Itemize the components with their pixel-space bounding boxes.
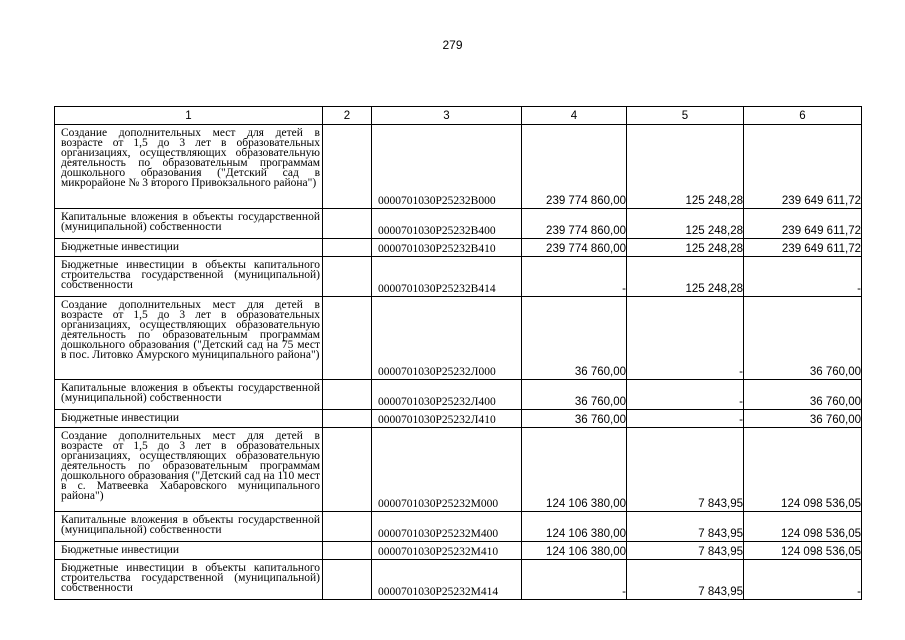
row-value-6: 36 760,00: [744, 380, 862, 410]
row-value-4: 124 106 380,00: [522, 542, 627, 560]
column-header-5: 5: [627, 107, 744, 125]
row-value-5: 7 843,95: [627, 542, 744, 560]
row-value-4: -: [522, 257, 627, 297]
page-number: 279: [442, 38, 463, 52]
row-name: Бюджетные инвестиции: [55, 239, 323, 257]
table-row: [55, 410, 862, 428]
row-col2: [323, 257, 372, 297]
table-row: [55, 297, 862, 380]
row-value-5: 7 843,95: [627, 512, 744, 542]
table-row: [55, 428, 862, 512]
row-code: 0000701030P25232M400: [372, 512, 522, 542]
row-value-6: 124 098 536,05: [744, 542, 862, 560]
row-value-6: 124 098 536,05: [744, 428, 862, 512]
row-value-4: -: [522, 560, 627, 600]
row-value-4: 36 760,00: [522, 410, 627, 428]
row-value-4: 36 760,00: [522, 380, 627, 410]
column-header-2: 2: [323, 107, 372, 125]
row-name: Капитальные вложения в объекты государственной (муниципальной) собственности: [55, 380, 323, 410]
row-code: 0000701030P25232Л000: [372, 297, 522, 380]
row-name: Бюджетные инвестиции: [55, 542, 323, 560]
row-code: 0000701030P25232Л400: [372, 380, 522, 410]
table-row: [55, 209, 862, 239]
table-row: [55, 257, 862, 297]
table-row: [55, 125, 862, 209]
row-value-5: 125 248,28: [627, 125, 744, 209]
row-col2: [323, 410, 372, 428]
row-name: Бюджетные инвестиции в объекты капитального строительства государственной (муниципальной) собственности: [55, 257, 323, 297]
row-col2: [323, 125, 372, 209]
column-header-4: 4: [522, 107, 627, 125]
table-row: [55, 542, 862, 560]
row-value-6: -: [744, 560, 862, 600]
row-code: 0000701030P25232M000: [372, 428, 522, 512]
row-col2: [323, 297, 372, 380]
row-col2: [323, 380, 372, 410]
row-code: 0000701030P25232Л410: [372, 410, 522, 428]
column-header-1: 1: [55, 107, 323, 125]
row-code: 0000701030P25232M410: [372, 542, 522, 560]
row-value-4: 36 760,00: [522, 297, 627, 380]
row-value-6: -: [744, 257, 862, 297]
row-value-5: 125 248,28: [627, 257, 744, 297]
row-value-6: 124 098 536,05: [744, 512, 862, 542]
row-value-4: 239 774 860,00: [522, 209, 627, 239]
row-value-6: 239 649 611,72: [744, 125, 862, 209]
row-value-6: 36 760,00: [744, 410, 862, 428]
row-value-5: 125 248,28: [627, 209, 744, 239]
row-name: Бюджетные инвестиции в объекты капитального строительства государственной (муниципальной) собственности: [55, 560, 323, 600]
budget-table: [54, 106, 862, 600]
table-row: [55, 380, 862, 410]
row-name: Капитальные вложения в объекты государственной (муниципальной) собственности: [55, 512, 323, 542]
row-value-5: 7 843,95: [627, 428, 744, 512]
row-value-6: 239 649 611,72: [744, 239, 862, 257]
row-value-5: 125 248,28: [627, 239, 744, 257]
row-code: 0000701030P25232M414: [372, 560, 522, 600]
row-col2: [323, 512, 372, 542]
table-row: [55, 239, 862, 257]
row-value-4: 239 774 860,00: [522, 239, 627, 257]
row-value-4: 124 106 380,00: [522, 428, 627, 512]
row-code: 0000701030P25232B410: [372, 239, 522, 257]
table-row: [55, 512, 862, 542]
row-value-4: 239 774 860,00: [522, 125, 627, 209]
row-code: 0000701030P25232B414: [372, 257, 522, 297]
row-col2: [323, 209, 372, 239]
row-col2: [323, 542, 372, 560]
row-col2: [323, 239, 372, 257]
header-row: [55, 107, 862, 125]
column-header-6: 6: [744, 107, 862, 125]
table-row: [55, 560, 862, 600]
row-value-4: 124 106 380,00: [522, 512, 627, 542]
row-value-5: -: [627, 380, 744, 410]
row-name: Создание дополнительных мест для детей в возрасте от 1,5 до 3 лет в образовательных организациях, осуществляющих образовательную деятельность по образовательным программам дошкольного образования ("Детский сад в микрорайоне № 3 второго Привокзального района"): [55, 125, 323, 209]
row-value-6: 239 649 611,72: [744, 209, 862, 239]
row-name: Бюджетные инвестиции: [55, 410, 323, 428]
row-code: 0000701030P25232B000: [372, 125, 522, 209]
row-value-5: 7 843,95: [627, 560, 744, 600]
row-col2: [323, 560, 372, 600]
row-col2: [323, 428, 372, 512]
row-name: Капитальные вложения в объекты государственной (муниципальной) собственности: [55, 209, 323, 239]
row-code: 0000701030P25232B400: [372, 209, 522, 239]
row-value-5: -: [627, 297, 744, 380]
row-value-6: 36 760,00: [744, 297, 862, 380]
row-name: Создание дополнительных мест для детей в возрасте от 1,5 до 3 лет в образовательных организациях, осуществляющих образовательную деятельность по образовательным программам дошкольного образования ("Детский сад на 75 мест в пос. Литовко Амурского муниципального района"): [55, 297, 323, 380]
row-name: Создание дополнительных мест для детей в возрасте от 1,5 до 3 лет в образовательных организациях, осуществляющих образовательную деятельность по образовательным программам дошкольного образования ("Детский сад на 110 мест в с. Матвеевка Хабаровского муниципального района"): [55, 428, 323, 512]
column-header-3: 3: [372, 107, 522, 125]
row-value-5: -: [627, 410, 744, 428]
